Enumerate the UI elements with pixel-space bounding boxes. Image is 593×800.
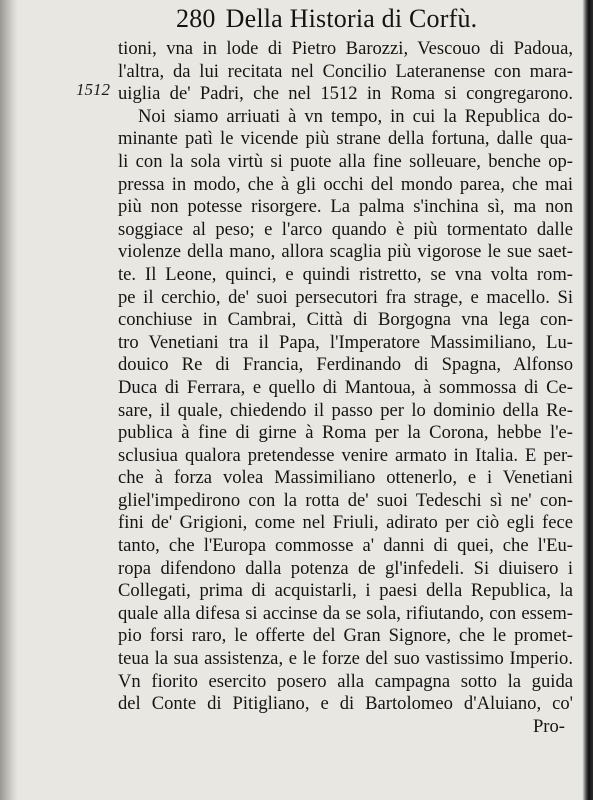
- text-line: l'altra, da lui recitata nel Concilio Lateranense con mara-: [118, 60, 573, 82]
- text-line: che à forza volea Massimiliano ottenerlo, e i Venetiani: [118, 467, 573, 489]
- text-line: douico Re di Francia, Ferdinando di Spagna, Alfonso: [118, 354, 573, 376]
- marginal-year-note: 1512: [76, 80, 110, 99]
- text-line: più non potesse risorgere. La palma s'inchina sì, ma non: [118, 196, 573, 218]
- text-line: Duca di Ferrara, e quello di Mantoua, à sommossa di Ce-: [118, 376, 573, 398]
- text-line: tro Venetiani tra il Papa, l'Imperatore Massimiliano, Lu-: [118, 331, 573, 353]
- text-line: del Conte di Pitigliano, e di Bartolomeo d'Aluiano, co': [118, 693, 573, 715]
- text-line: teua la sua assistenza, e le forze del suo vastissimo Imperio.: [118, 648, 573, 670]
- text-line: tioni, vna in lode di Pietro Barozzi, Vescouo di Padoua,: [118, 38, 573, 59]
- page-number: 280: [176, 4, 216, 33]
- text-line: te. Il Leone, quinci, e quindi ristretto, se vna volta rom-: [118, 263, 573, 285]
- text-line: soggiace al peso; e l'arco quando è più tormentato dalle: [118, 218, 573, 240]
- text-line: ropa difendono dalla potenza de gl'infedeli. Si diuisero i: [118, 557, 573, 579]
- text-line: pressa in modo, che à gli occhi del mondo parea, che mai: [118, 173, 573, 195]
- text-line: quale alla difesa si accinse da se sola, rifiutando, con essem-: [118, 602, 573, 624]
- text-line: uiglia de' Padri, che nel 1512 in Roma si congregarono.: [118, 83, 573, 105]
- text-line: conchiuse in Cambrai, Città di Borgogna vna lega con-: [118, 309, 573, 331]
- text-line: pio forsi raro, le offerte del Gran Signore, che le promet-: [118, 625, 573, 647]
- catchword: Pro-: [532, 715, 565, 737]
- text-line: Vn fiorito esercito posero alla campagna sotto la guida: [118, 670, 573, 692]
- text-line: li con la sola virtù si puote alla fine solleuare, benche op-: [118, 150, 573, 172]
- text-line: violenze della mano, allora scaglia più vigorose le sue saet-: [118, 241, 573, 263]
- text-line: publica à fine di girne à Roma per la Corona, hebbe l'e-: [118, 422, 573, 444]
- running-title: Della Historia di Corfù.: [225, 4, 478, 33]
- text-line: gliel'impedirono con la rotta de' suoi Tedeschi sì ne' con-: [118, 489, 573, 511]
- text-line: minante patì le vicende più strane della fortuna, dalle qua-: [118, 128, 573, 150]
- binding-gutter: [0, 0, 18, 800]
- page-edge-shadow: [582, 0, 593, 800]
- running-header: [176, 4, 477, 34]
- text-line: sare, il quale, chiedendo il passo per lo dominio della Re-: [118, 399, 573, 421]
- text-line: Noi siamo arriuati à vn tempo, in cui la Republica do-: [138, 105, 573, 127]
- text-line: fini de' Grigioni, come nel Friuli, adirato per ciò egli fece: [118, 512, 573, 534]
- text-line: sclusiua qualora pretendesse venire armato in Italia. E per-: [118, 444, 573, 466]
- text-line: tanto, che l'Europa commosse a' danni di quei, che l'Eu-: [118, 535, 573, 557]
- body-text: [118, 38, 573, 738]
- text-line: Collegati, prima di acquistarli, i paesi della Republica, la: [118, 580, 573, 602]
- text-line: pe il cerchio, de' suoi persecutori fra strage, e macello. Si: [118, 286, 573, 308]
